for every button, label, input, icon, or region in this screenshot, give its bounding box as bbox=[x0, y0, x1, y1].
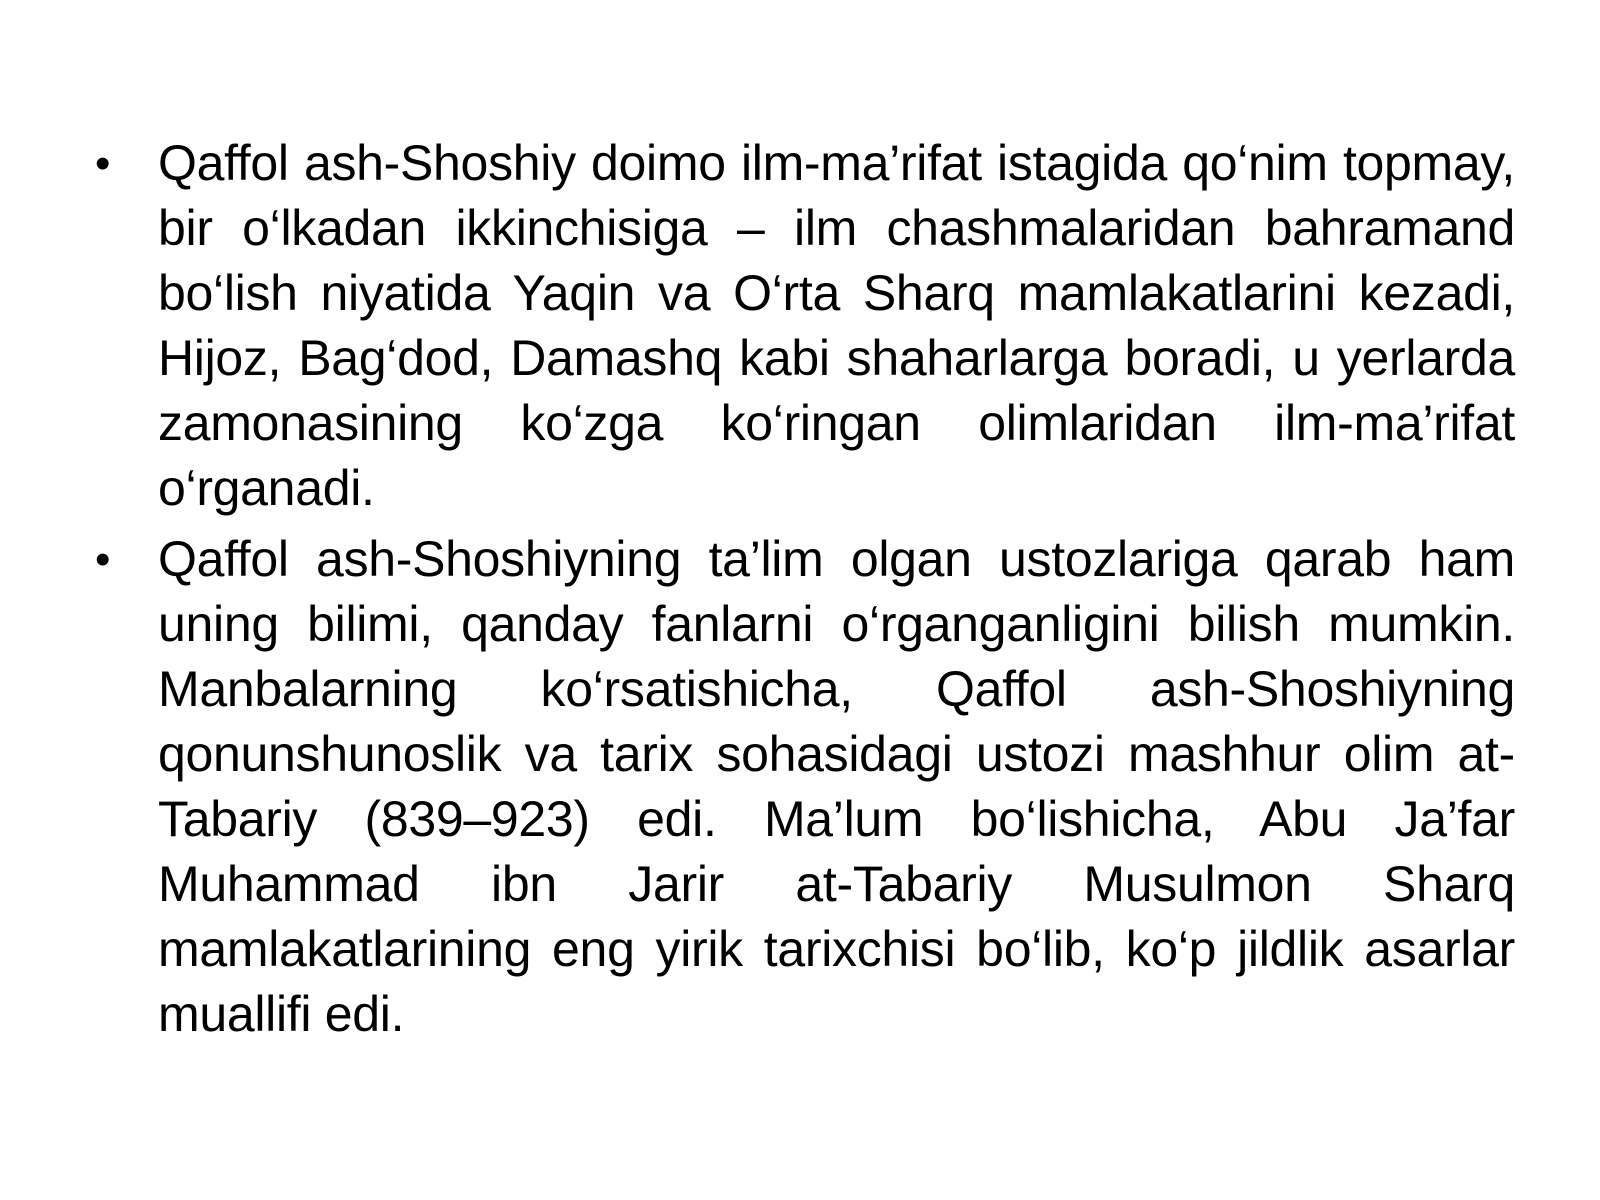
bullet-text: Qaffol ash-Shoshiyning ta’lim olgan ustozlariga qarab ham uning bilimi, qanday fanlarni o‘rganganligini bilish mumkin. Manbalarning ko‘rsatishicha, Qaffol ash-Shoshiyning qonunshunoslik va tarix sohasidagi ustozi mashhur olim at-Tabariy (839–923) edi. Ma’lum bo‘lishicha, Abu Ja’far Muhammad ibn Jarir at-Tabariy Musulmon Sharq mamlakatlarining eng yirik tarixchisi bo‘lib, ko‘p jildlik asarlar muallifi edi. bbox=[158, 531, 1515, 1042]
bullet-marker: • bbox=[95, 535, 111, 584]
bullet-list bbox=[95, 131, 1515, 1053]
bullet-marker: • bbox=[95, 139, 111, 188]
bullet-item bbox=[95, 527, 1515, 1047]
bullet-text: Qaffol ash-Shoshiy doimo ilm-ma’rifat istagida qo‘nim topmay, bir o‘lkadan ikkinchisiga – ilm chashmalaridan bahramand bo‘lish niyatida Yaqin va O‘rta Sharq mamlakatlarini kezadi, Hijoz, Bag‘dod, Damashq kabi shaharlarga boradi, u yerlarda zamonasining ko‘zga ko‘ringan olimlaridan ilm-ma’rifat o‘rganadi. bbox=[158, 135, 1515, 516]
bullet-item bbox=[95, 131, 1515, 521]
